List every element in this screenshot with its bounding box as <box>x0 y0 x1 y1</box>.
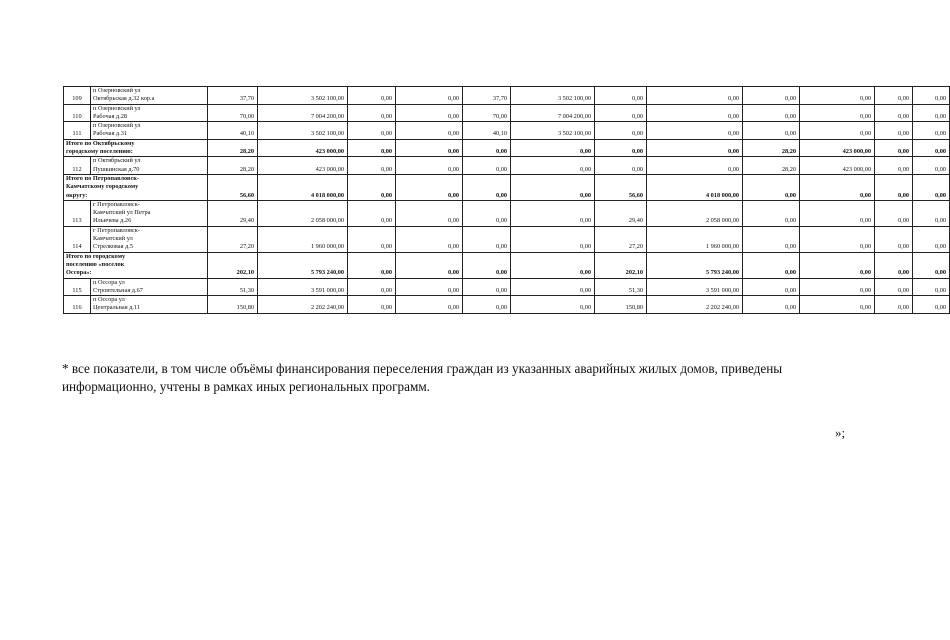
name-line: Рабочая д.31 <box>93 130 127 138</box>
value-cell: 40,10 <box>208 122 258 140</box>
value-cell: 0,00 <box>396 157 463 175</box>
row-name-cell <box>91 87 208 105</box>
value-cell: 0,00 <box>511 252 595 278</box>
value-cell: 0,00 <box>875 174 913 200</box>
value-cell: 2 202 240,00 <box>258 296 348 314</box>
row-name-cell <box>91 278 208 296</box>
value-cell: 0,00 <box>463 252 511 278</box>
value-cell: 0,00 <box>348 296 396 314</box>
value-cell: 0,00 <box>800 87 875 105</box>
name-line: Камчатский ул <box>93 235 133 243</box>
row-number-cell: 116 <box>64 296 91 314</box>
value-cell: 51,30 <box>208 278 258 296</box>
value-cell: 0,00 <box>348 122 396 140</box>
value-cell: 0,00 <box>463 174 511 200</box>
table-row <box>64 296 950 314</box>
value-cell: 0,00 <box>511 157 595 175</box>
value-cell: 0,00 <box>913 122 950 140</box>
table-body <box>64 87 950 314</box>
value-cell: 0,00 <box>743 174 800 200</box>
value-cell: 0,00 <box>875 104 913 122</box>
value-cell: 7 004 200,00 <box>258 104 348 122</box>
value-cell: 0,00 <box>875 157 913 175</box>
name-line: поселению «поселок <box>66 260 125 268</box>
name-line: Камчатскому городскому <box>66 183 139 191</box>
row-number-cell: 112 <box>64 157 91 175</box>
value-cell: 0,00 <box>511 139 595 157</box>
name-line: Оссора»: <box>66 269 92 277</box>
value-cell: 0,00 <box>348 252 396 278</box>
value-cell: 56,60 <box>208 174 258 200</box>
value-cell: 0,00 <box>800 122 875 140</box>
value-cell: 29,40 <box>595 200 647 226</box>
value-cell: 0,00 <box>396 87 463 105</box>
name-line: Итого по Октябрьскому <box>66 139 135 147</box>
name-line: п Октябрьский ул <box>93 157 141 165</box>
row-number-cell: 110 <box>64 104 91 122</box>
value-cell: 0,00 <box>913 252 950 278</box>
row-name-cell <box>64 174 208 200</box>
value-cell: 37,70 <box>208 87 258 105</box>
table-row <box>64 278 950 296</box>
value-cell: 0,00 <box>463 278 511 296</box>
value-cell: 0,00 <box>396 139 463 157</box>
name-line: Пушкинская д.70 <box>93 165 140 173</box>
table-total-row <box>64 252 950 278</box>
row-number-cell: 111 <box>64 122 91 140</box>
value-cell: 4 018 000,00 <box>647 174 743 200</box>
value-cell: 0,00 <box>800 296 875 314</box>
value-cell: 0,00 <box>913 104 950 122</box>
value-cell: 0,00 <box>743 200 800 226</box>
value-cell: 4 018 000,00 <box>258 174 348 200</box>
value-cell: 0,00 <box>595 104 647 122</box>
table-row <box>64 157 950 175</box>
name-line: Стрелковая д.5 <box>93 243 134 251</box>
value-cell: 0,00 <box>875 139 913 157</box>
value-cell: 0,00 <box>463 139 511 157</box>
value-cell: 0,00 <box>875 278 913 296</box>
name-line: п Оссора ул <box>93 278 125 286</box>
value-cell: 0,00 <box>913 174 950 200</box>
value-cell: 0,00 <box>511 200 595 226</box>
value-cell: 150,80 <box>595 296 647 314</box>
value-cell: 0,00 <box>511 296 595 314</box>
value-cell: 3 502 100,00 <box>258 87 348 105</box>
footnote: * все показатели, в том числе объёмы финансирования переселения граждан из указанных аварийных жилых домов, приведены информационно, учтены в рамках иных региональных программ. <box>62 361 783 394</box>
value-cell: 0,00 <box>463 157 511 175</box>
value-cell: 0,00 <box>743 226 800 252</box>
value-cell: 0,00 <box>913 87 950 105</box>
value-cell: 0,00 <box>647 104 743 122</box>
value-cell: 0,00 <box>913 200 950 226</box>
name-line: п Озерновский ул <box>93 104 141 112</box>
closing-quote: »; <box>835 425 846 440</box>
value-cell: 0,00 <box>348 174 396 200</box>
value-cell: 0,00 <box>348 104 396 122</box>
value-cell: 28,20 <box>208 139 258 157</box>
table-row <box>64 87 950 105</box>
value-cell: 28,20 <box>208 157 258 175</box>
row-number-cell: 109 <box>64 87 91 105</box>
row-name-cell <box>91 296 208 314</box>
value-cell: 0,00 <box>800 174 875 200</box>
value-cell: 0,00 <box>396 122 463 140</box>
value-cell: 0,00 <box>913 157 950 175</box>
table-total-row <box>64 139 950 157</box>
value-cell: 51,30 <box>595 278 647 296</box>
value-cell: 3 502 100,00 <box>511 87 595 105</box>
value-cell: 5 793 240,00 <box>647 252 743 278</box>
value-cell: 0,00 <box>743 122 800 140</box>
value-cell: 28,20 <box>743 139 800 157</box>
value-cell: 0,00 <box>875 122 913 140</box>
name-line: Центральная д.11 <box>93 304 141 312</box>
row-name-cell <box>64 139 208 157</box>
value-cell: 0,00 <box>875 200 913 226</box>
value-cell: 37,70 <box>463 87 511 105</box>
value-cell: 0,00 <box>511 174 595 200</box>
value-cell: 0,00 <box>875 87 913 105</box>
row-name-cell <box>91 104 208 122</box>
value-cell: 0,00 <box>743 278 800 296</box>
table-row <box>64 226 950 252</box>
value-cell: 56,60 <box>595 174 647 200</box>
row-name-cell <box>91 122 208 140</box>
value-cell: 0,00 <box>647 122 743 140</box>
value-cell: 0,00 <box>348 87 396 105</box>
name-line: г Петропавловск- <box>93 226 140 234</box>
table-row <box>64 122 950 140</box>
value-cell: 423 000,00 <box>800 157 875 175</box>
name-line: Ильичева д.26 <box>93 217 132 225</box>
name-line: Итого по Петропавловск- <box>66 174 139 182</box>
table-total-row <box>64 174 950 200</box>
value-cell: 0,00 <box>647 157 743 175</box>
value-cell: 423 000,00 <box>258 139 348 157</box>
value-cell: 0,00 <box>511 278 595 296</box>
value-cell: 0,00 <box>348 278 396 296</box>
row-number-cell: 115 <box>64 278 91 296</box>
name-line: п Оссора ул <box>93 296 125 304</box>
name-line: г Петропавловск- <box>93 200 140 208</box>
value-cell: 0,00 <box>595 87 647 105</box>
value-cell: 0,00 <box>800 252 875 278</box>
value-cell: 0,00 <box>463 200 511 226</box>
value-cell: 0,00 <box>913 278 950 296</box>
value-cell: 0,00 <box>396 252 463 278</box>
row-name-cell <box>64 252 208 278</box>
name-line: округу: <box>66 191 88 199</box>
value-cell: 0,00 <box>875 296 913 314</box>
name-line: п Озерновский ул <box>93 122 141 130</box>
value-cell: 7 004 200,00 <box>511 104 595 122</box>
value-cell: 2 058 000,00 <box>647 200 743 226</box>
row-name-cell <box>91 200 208 226</box>
value-cell: 202,10 <box>208 252 258 278</box>
name-line: Рабочая д.28 <box>93 112 127 120</box>
value-cell: 40,10 <box>463 122 511 140</box>
value-cell: 0,00 <box>396 278 463 296</box>
value-cell: 0,00 <box>348 139 396 157</box>
value-cell: 0,00 <box>743 296 800 314</box>
value-cell: 0,00 <box>913 296 950 314</box>
value-cell: 423 000,00 <box>800 139 875 157</box>
value-cell: 70,00 <box>208 104 258 122</box>
value-cell: 0,00 <box>647 87 743 105</box>
value-cell: 0,00 <box>913 139 950 157</box>
name-line: Итого по городскому <box>66 252 126 260</box>
value-cell: 423 000,00 <box>258 157 348 175</box>
row-name-cell <box>91 226 208 252</box>
value-cell: 0,00 <box>743 87 800 105</box>
name-line: городскому поселению: <box>66 148 133 156</box>
value-cell: 1 960 000,00 <box>258 226 348 252</box>
value-cell: 0,00 <box>396 296 463 314</box>
value-cell: 150,80 <box>208 296 258 314</box>
value-cell: 0,00 <box>800 104 875 122</box>
name-line: п Озерновский ул <box>93 87 141 94</box>
value-cell: 3 591 000,00 <box>258 278 348 296</box>
value-cell: 0,00 <box>913 226 950 252</box>
value-cell: 0,00 <box>595 122 647 140</box>
name-line: Строительная д.67 <box>93 286 143 294</box>
value-cell: 0,00 <box>800 226 875 252</box>
value-cell: 0,00 <box>743 252 800 278</box>
value-cell: 0,00 <box>800 200 875 226</box>
value-cell: 5 793 240,00 <box>258 252 348 278</box>
value-cell: 0,00 <box>875 252 913 278</box>
value-cell: 0,00 <box>800 278 875 296</box>
value-cell: 0,00 <box>396 226 463 252</box>
row-name-cell <box>91 157 208 175</box>
value-cell: 0,00 <box>595 139 647 157</box>
value-cell: 2 058 000,00 <box>258 200 348 226</box>
row-number-cell: 113 <box>64 200 91 226</box>
value-cell: 0,00 <box>511 226 595 252</box>
value-cell: 0,00 <box>875 226 913 252</box>
row-number-cell: 114 <box>64 226 91 252</box>
housing-resettlement-table <box>63 86 950 314</box>
value-cell: 2 202 240,00 <box>647 296 743 314</box>
name-line: Октябрьская д.32 кор.а <box>93 95 155 103</box>
table-row <box>64 104 950 122</box>
value-cell: 1 960 000,00 <box>647 226 743 252</box>
value-cell: 0,00 <box>396 200 463 226</box>
value-cell: 0,00 <box>348 226 396 252</box>
value-cell: 29,40 <box>208 200 258 226</box>
value-cell: 0,00 <box>396 104 463 122</box>
value-cell: 3 502 100,00 <box>258 122 348 140</box>
value-cell: 27,20 <box>208 226 258 252</box>
value-cell: 0,00 <box>647 139 743 157</box>
value-cell: 0,00 <box>595 157 647 175</box>
value-cell: 0,00 <box>348 157 396 175</box>
value-cell: 28,20 <box>743 157 800 175</box>
value-cell: 0,00 <box>743 104 800 122</box>
value-cell: 27,20 <box>595 226 647 252</box>
value-cell: 0,00 <box>463 226 511 252</box>
table-row <box>64 200 950 226</box>
value-cell: 3 502 100,00 <box>511 122 595 140</box>
value-cell: 70,00 <box>463 104 511 122</box>
value-cell: 0,00 <box>348 200 396 226</box>
name-line: Камчатский ул Петра <box>93 209 151 217</box>
value-cell: 0,00 <box>463 296 511 314</box>
value-cell: 0,00 <box>396 174 463 200</box>
value-cell: 3 591 000,00 <box>647 278 743 296</box>
value-cell: 202,10 <box>595 252 647 278</box>
